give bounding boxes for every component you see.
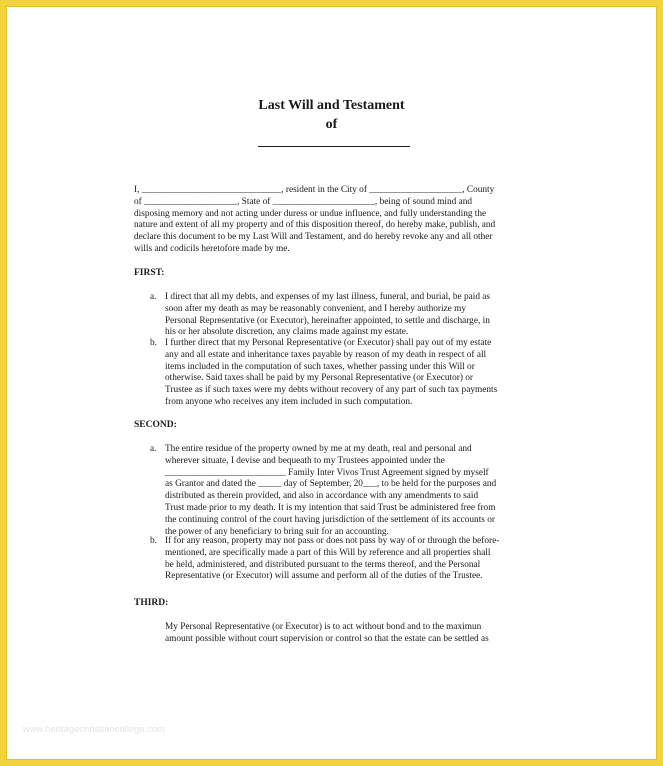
- clause-line: My Personal Representative (or Executor) is to act without bond and to the maximun: [165, 622, 482, 632]
- section-heading-third: THIRD:: [134, 598, 169, 608]
- clause-line: If for any reason, property may not pass or does not pass by way of or through the before-: [165, 536, 500, 546]
- clause-line: amount possible without court supervision or control so that the estate can be settled as: [165, 633, 489, 644]
- clause-line: The entire residue of the property owned by me at my death, real and personal and: [165, 444, 472, 454]
- document-page: [7, 7, 656, 759]
- intro-line: disposing memory and not acting under duress or undue influence, and fully understanding the: [134, 208, 487, 219]
- intro-line: nature and extent of all my property and of this disposition thereof, do hereby make, publish, and: [134, 220, 496, 231]
- section-heading-first: FIRST:: [134, 268, 165, 278]
- clause-line: distributed as therein provided, and also in accordance with any amendments to said: [165, 491, 479, 502]
- clause-line: Trustee as if such taxes were my debts without recovery of any part of such tax payments: [165, 385, 498, 396]
- clause-line: I direct that all my debts, and expenses of my last illness, funeral, and burial, be paid as: [165, 292, 491, 302]
- clause-line: wherever situate, I devise and bequeath to my Trustees appointed under the: [165, 455, 445, 466]
- clause-line: __________________________ Family Inter Vivos Trust Agreement signed by myself: [165, 467, 489, 478]
- intro-line: declare this document to be my Last Will and Testament, and do hereby revoke any and all other: [134, 232, 493, 243]
- testator-name-line: [258, 146, 410, 147]
- clause-line: the continuing control of the court having jurisdiction of the settlement of its accounts or: [165, 514, 495, 525]
- clause-line: any and all estate and inheritance taxes payable by reason of my death in respect of all: [165, 349, 487, 360]
- clause-line: as Grantor and dated the _____ day of September, 20___, to be held for the purposes and: [165, 479, 497, 490]
- clause-third: [165, 622, 489, 646]
- section-heading-second: SECOND:: [134, 420, 177, 430]
- clause-line: soon after my death as may be reasonably convenient, and I hereby authorize my: [165, 303, 467, 314]
- intro-line: I, ______________________________, resident in the City of ____________________, County: [134, 185, 495, 195]
- list-marker: a.: [150, 444, 157, 454]
- clause-line: Trust made prior to my death. It is my intention that said Trust be administered free from: [165, 502, 496, 513]
- clause-line: Personal Representative (or Executor), hereinafter appointed, to settle and discharge, in: [165, 315, 490, 326]
- clause-line: be held, administered, and distributed pursuant to the terms thereof, and the Personal: [165, 559, 481, 570]
- clause-line: Representative (or Executor) will assume and perform all of the duties of the Trustee.: [165, 571, 483, 582]
- clause-line: the power of any beneficiary to bring suit for an accounting.: [165, 526, 389, 537]
- document-title: Last Will and Testament: [258, 98, 405, 113]
- document-title-of: of: [325, 117, 338, 132]
- clause-line: I further direct that my Personal Representative (or Executor) shall pay out of my estate: [165, 338, 492, 348]
- list-marker: a.: [150, 292, 157, 302]
- clause-line: his or her absolute discretion, any claims made against my estate.: [165, 327, 409, 338]
- clause-second-a: [165, 444, 496, 538]
- intro-line: of ____________________, State of ______________________, being of sound mind and: [134, 196, 473, 207]
- intro-line: wills and codicils heretofore made by me.: [134, 243, 290, 254]
- clause-first-a: [165, 292, 490, 339]
- clause-line: mentioned, are specifically made a part of this Will by reference and all properties shall: [165, 547, 491, 558]
- watermark: www.heritagechristiancollege.com: [23, 724, 165, 734]
- list-marker: b.: [150, 338, 157, 348]
- list-marker: b.: [150, 536, 157, 546]
- clause-line: otherwise. Said taxes shall be paid by my Personal Representative (or Executor) or: [165, 373, 474, 384]
- clause-line: from anyone who receives any item included in such computation.: [165, 396, 413, 407]
- clause-line: items included in the computation of such taxes, whether passing under this Will or: [165, 361, 475, 372]
- clause-second-b: [165, 536, 499, 583]
- clause-first-b: [165, 338, 497, 409]
- intro-paragraph: [134, 185, 495, 256]
